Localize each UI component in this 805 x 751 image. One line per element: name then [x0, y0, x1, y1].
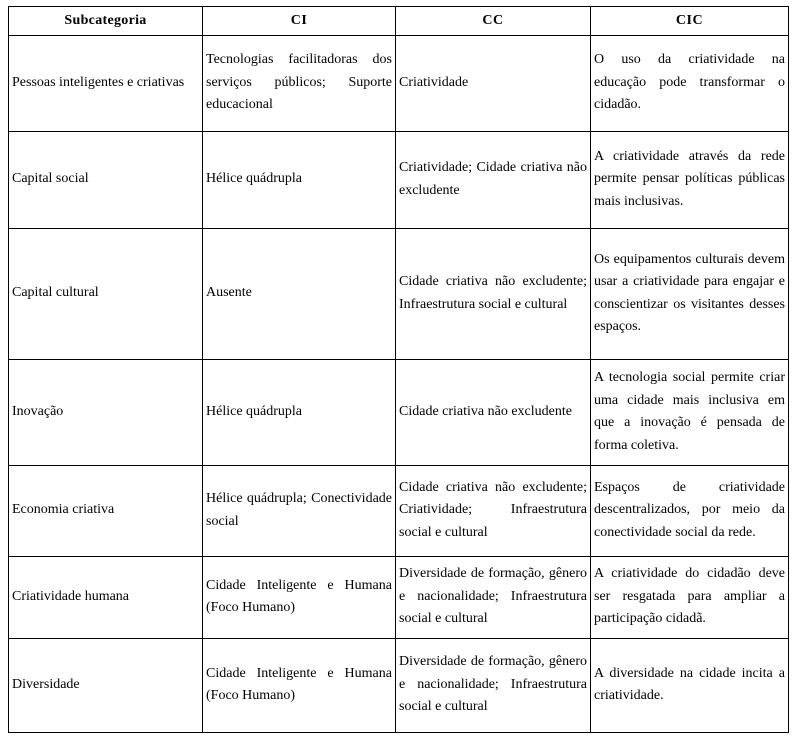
cell-cc: Diversidade de formação, gênero e nacionalidade; Infraestrutura social e cultural — [396, 639, 591, 733]
cell-cic: Espaços de criatividade descentralizados, por meio da conectividade social da rede. — [591, 466, 789, 557]
comparison-table — [8, 6, 789, 733]
table-header-row — [9, 7, 789, 36]
cell-cc: Cidade criativa não excludente; Infraestrutura social e cultural — [396, 229, 591, 360]
cell-subcategoria: Economia criativa — [9, 466, 203, 557]
header-cic: CIC — [591, 7, 789, 36]
cell-ci: Hélice quádrupla; Conectividade social — [203, 466, 396, 557]
cell-ci: Hélice quádrupla — [203, 132, 396, 229]
cell-subcategoria: Capital cultural — [9, 229, 203, 360]
header-ci: CI — [203, 7, 396, 36]
cell-cic: A diversidade na cidade incita a criatividade. — [591, 639, 789, 733]
table-row — [9, 639, 789, 733]
header-subcategoria: Subcategoria — [9, 7, 203, 36]
cell-cic: A tecnologia social permite criar uma cidade mais inclusiva em que a inovação é pensada de forma coletiva. — [591, 360, 789, 466]
table-row — [9, 132, 789, 229]
cell-subcategoria: Pessoas inteligentes e criativas — [9, 36, 203, 132]
table-row — [9, 557, 789, 639]
cell-cc: Diversidade de formação, gênero e nacionalidade; Infraestrutura social e cultural — [396, 557, 591, 639]
cell-cc: Cidade criativa não excludente; Criatividade; Infraestrutura social e cultural — [396, 466, 591, 557]
cell-ci: Hélice quádrupla — [203, 360, 396, 466]
cell-ci: Ausente — [203, 229, 396, 360]
header-cc: CC — [396, 7, 591, 36]
cell-cc: Criatividade — [396, 36, 591, 132]
cell-ci: Tecnologias facilitadoras dos serviços públicos; Suporte educacional — [203, 36, 396, 132]
cell-ci: Cidade Inteligente e Humana (Foco Humano) — [203, 557, 396, 639]
table-row — [9, 466, 789, 557]
cell-cc: Criatividade; Cidade criativa não excludente — [396, 132, 591, 229]
cell-cic: A criatividade do cidadão deve ser resgatada para ampliar a participação cidadã. — [591, 557, 789, 639]
cell-ci: Cidade Inteligente e Humana (Foco Humano) — [203, 639, 396, 733]
table-row — [9, 360, 789, 466]
cell-subcategoria: Inovação — [9, 360, 203, 466]
cell-cic: O uso da criatividade na educação pode transformar o cidadão. — [591, 36, 789, 132]
cell-subcategoria: Capital social — [9, 132, 203, 229]
cell-subcategoria: Criatividade humana — [9, 557, 203, 639]
cell-cic: Os equipamentos culturais devem usar a criatividade para engajar e conscientizar os visitantes desses espaços. — [591, 229, 789, 360]
table-row — [9, 229, 789, 360]
comparison-table-container — [8, 6, 788, 733]
table-row — [9, 36, 789, 132]
cell-cc: Cidade criativa não excludente — [396, 360, 591, 466]
cell-cic: A criatividade através da rede permite pensar políticas públicas mais inclusivas. — [591, 132, 789, 229]
cell-subcategoria: Diversidade — [9, 639, 203, 733]
